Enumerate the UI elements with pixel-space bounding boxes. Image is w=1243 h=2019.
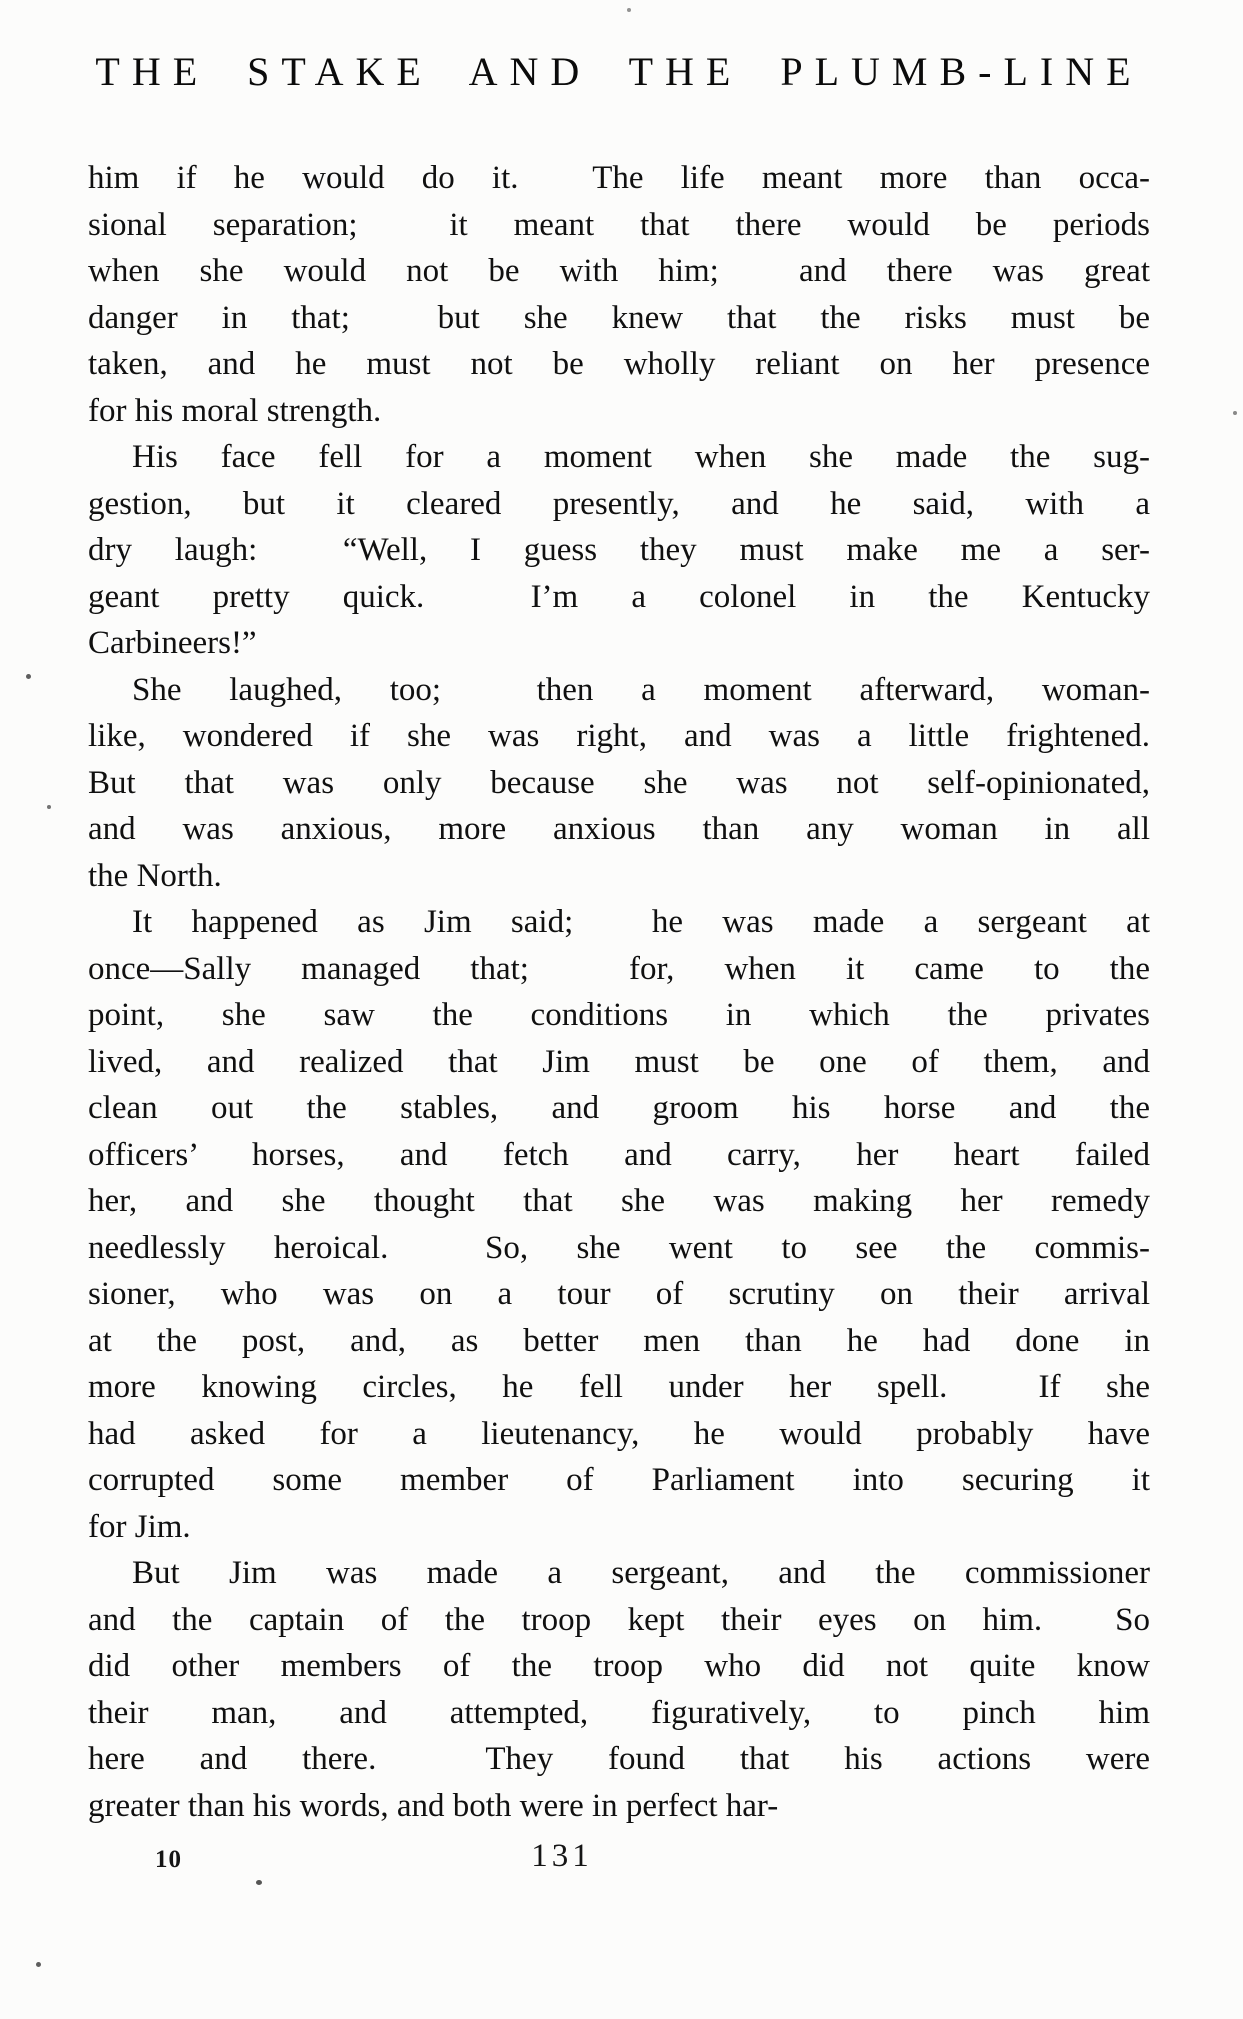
scan-artifact-dot	[47, 805, 51, 809]
text-line: needlessly heroical. So, she went to see the commis-	[88, 1229, 1150, 1266]
text-line: But that was only because she was not self-opinionated,	[88, 764, 1150, 801]
text-line: danger in that; but she knew that the risks must be	[88, 299, 1150, 336]
text-line: more knowing circles, he fell under her spell. If she	[88, 1369, 1150, 1405]
text-line: and was anxious, more anxious than any woman in all	[88, 811, 1150, 847]
text-line: It happened as Jim said; he was made a sergeant at	[132, 904, 1150, 940]
text-line: for his moral strength.	[88, 392, 382, 429]
text-line: lived, and realized that Jim must be one of them, and	[88, 1043, 1150, 1080]
text-line: taken, and he must not be wholly reliant on her presence	[88, 346, 1150, 382]
text-line: for Jim.	[88, 1508, 191, 1545]
signature-mark: 10	[155, 1846, 182, 1873]
page-footer	[88, 1838, 1150, 1888]
scan-artifact-dot	[1233, 411, 1237, 415]
scan-artifact-dot	[26, 674, 31, 679]
text-line: her, and she thought that she was making her remedy	[88, 1183, 1150, 1219]
text-line: like, wondered if she was right, and was a little frightened.	[88, 718, 1150, 754]
text-line: once—Sally managed that; for, when it came to the	[88, 950, 1150, 987]
text-line: him if he would do it. The life meant more than occa-	[88, 160, 1150, 196]
text-line: But Jim was made a sergeant, and the commissioner	[132, 1555, 1150, 1591]
scan-artifact-dot	[36, 1962, 41, 1967]
body-text	[88, 155, 1150, 1829]
text-line: their man, and attempted, figuratively, to pinch him	[88, 1694, 1150, 1731]
text-line: officers’ horses, and fetch and carry, her heart failed	[88, 1136, 1150, 1173]
text-line: when she would not be with him; and there was great	[88, 253, 1150, 289]
text-line: Carbineers!”	[88, 625, 257, 661]
text-line: here and there. They found that his actions were	[88, 1741, 1150, 1777]
paragraph	[88, 667, 1150, 900]
page-number: 131	[531, 1838, 593, 1874]
paragraph	[88, 1550, 1150, 1829]
text-line: did other members of the troop who did not quite know	[88, 1648, 1150, 1684]
text-line: His face fell for a moment when she made the sug-	[132, 439, 1150, 475]
text-line: dry laugh: “Well, I guess they must make me a ser-	[88, 532, 1150, 568]
text-line: point, she saw the conditions in which the privates	[88, 997, 1150, 1033]
text-line: gestion, but it cleared presently, and he said, with a	[88, 485, 1150, 522]
text-line: the North.	[88, 857, 222, 894]
text-line: geant pretty quick. I’m a colonel in the Kentucky	[88, 578, 1150, 615]
text-line: clean out the stables, and groom his horse and the	[88, 1090, 1150, 1126]
text-line: corrupted some member of Parliament into securing it	[88, 1462, 1150, 1498]
running-header: THE STAKE AND THE PLUMB-LINE	[95, 49, 1143, 94]
scan-artifact-dot	[627, 8, 631, 12]
paragraph	[88, 155, 1150, 434]
scan-artifact-dot	[256, 1880, 262, 1885]
text-line: greater than his words, and both were in perfect har-	[88, 1787, 779, 1824]
text-line: had asked for a lieutenancy, he would probably have	[88, 1415, 1150, 1452]
text-line: and the captain of the troop kept their eyes on him. So	[88, 1601, 1150, 1638]
text-line: at the post, and, as better men than he had done in	[88, 1322, 1150, 1359]
paragraph	[88, 434, 1150, 667]
text-line: sioner, who was on a tour of scrutiny on their arrival	[88, 1276, 1150, 1312]
text-line: She laughed, too; then a moment afterward, woman-	[132, 671, 1150, 708]
text-line: sional separation; it meant that there would be periods	[88, 206, 1150, 243]
paragraph	[88, 899, 1150, 1550]
